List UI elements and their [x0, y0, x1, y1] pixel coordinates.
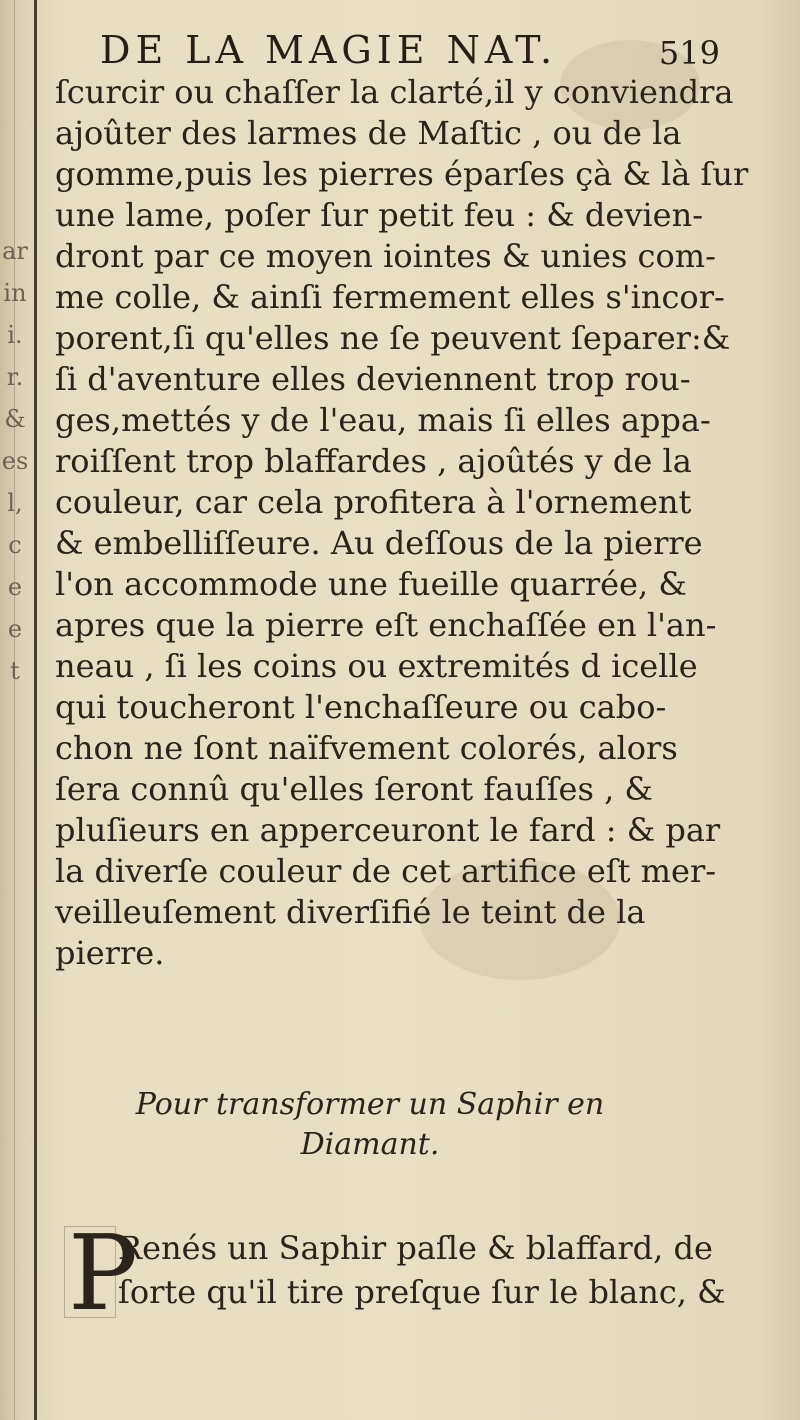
text-line: roiſſent trop blaffardes , ajoûtés y de la: [55, 442, 692, 480]
page-header: [100, 28, 720, 78]
gutter-fragment: ar: [2, 237, 28, 265]
gutter-fragment: r.: [6, 363, 24, 391]
gutter-fragment: in: [3, 279, 27, 307]
text-line: Renés un Saphir paſle & blaffard, de: [118, 1229, 713, 1267]
text-line: ſcurcir ou chaſſer la clarté,il y conviendra: [55, 73, 734, 111]
running-head: DE LA MAGIE NAT.: [100, 28, 558, 72]
text-line: couleur, car cela profitera à l'ornement: [55, 483, 692, 521]
text-line: veilleuſement diverſifié le teint de la: [55, 893, 646, 931]
page-number: 519: [658, 34, 720, 72]
gutter-fragment: i.: [7, 321, 23, 349]
gutter-fragment: es: [1, 447, 29, 475]
gutter-fragment: &: [4, 405, 26, 433]
gutter-rule: [34, 0, 37, 1420]
text-line: chon ne ſont naïfvement colorés, alors: [55, 729, 678, 767]
text-line: ſi d'aventure elles deviennent trop rou-: [55, 360, 691, 398]
text-line: la diverſe couleur de cet artifice eſt mer-: [55, 852, 717, 890]
gutter-fragment: t: [10, 657, 20, 685]
heading-line: Diamant.: [300, 1127, 440, 1162]
text-line: dront par ce moyen iointes & unies com-: [55, 237, 716, 275]
section-heading: [100, 1085, 640, 1165]
text-line: une lame, poſer ſur petit feu : & devien-: [55, 196, 703, 234]
text-line: ſorte qu'il tire preſque ſur le blanc, &: [118, 1273, 726, 1311]
text-line: ges,mettés y de l'eau, mais ſi elles appa-: [55, 401, 711, 439]
gutter-fragment: e: [7, 615, 23, 643]
text-line: ſera connû qu'elles ſeront fauſſes , &: [55, 770, 653, 808]
text-line: & embelliſſeure. Au deſſous de la pierre: [55, 524, 703, 562]
drop-cap: P: [68, 1212, 138, 1334]
page-edge-line: [14, 0, 15, 1420]
gutter-fragments: [0, 230, 30, 692]
text-line: l'on accommode une fueille quarrée, &: [55, 565, 687, 603]
text-line: qui toucheront l'enchaſſeure ou cabo-: [55, 688, 667, 726]
gutter-fragment: l,: [7, 489, 23, 517]
gutter-fragment: c: [8, 531, 22, 559]
gutter-fragment: e: [7, 573, 23, 601]
text-line: gomme,puis les pierres éparſes çà & là ſur: [55, 155, 749, 193]
heading-line: Pour transformer un Saphir en: [135, 1087, 605, 1122]
text-line: porent,ſi qu'elles ne ſe peuvent ſeparer:&: [55, 319, 731, 357]
second-paragraph: [118, 1226, 726, 1314]
text-line: pierre.: [55, 934, 165, 972]
text-line: pluſieurs en apperceuront le fard : & par: [55, 811, 721, 849]
body-paragraph: [55, 72, 749, 974]
text-line: me colle, & ainſi fermement elles s'incor-: [55, 278, 725, 316]
text-line: ajoûter des larmes de Maſtic , ou de la: [55, 114, 682, 152]
text-line: apres que la pierre eſt enchaſſée en l'an-: [55, 606, 717, 644]
text-line: neau , ſi les coins ou extremités d icelle: [55, 647, 698, 685]
